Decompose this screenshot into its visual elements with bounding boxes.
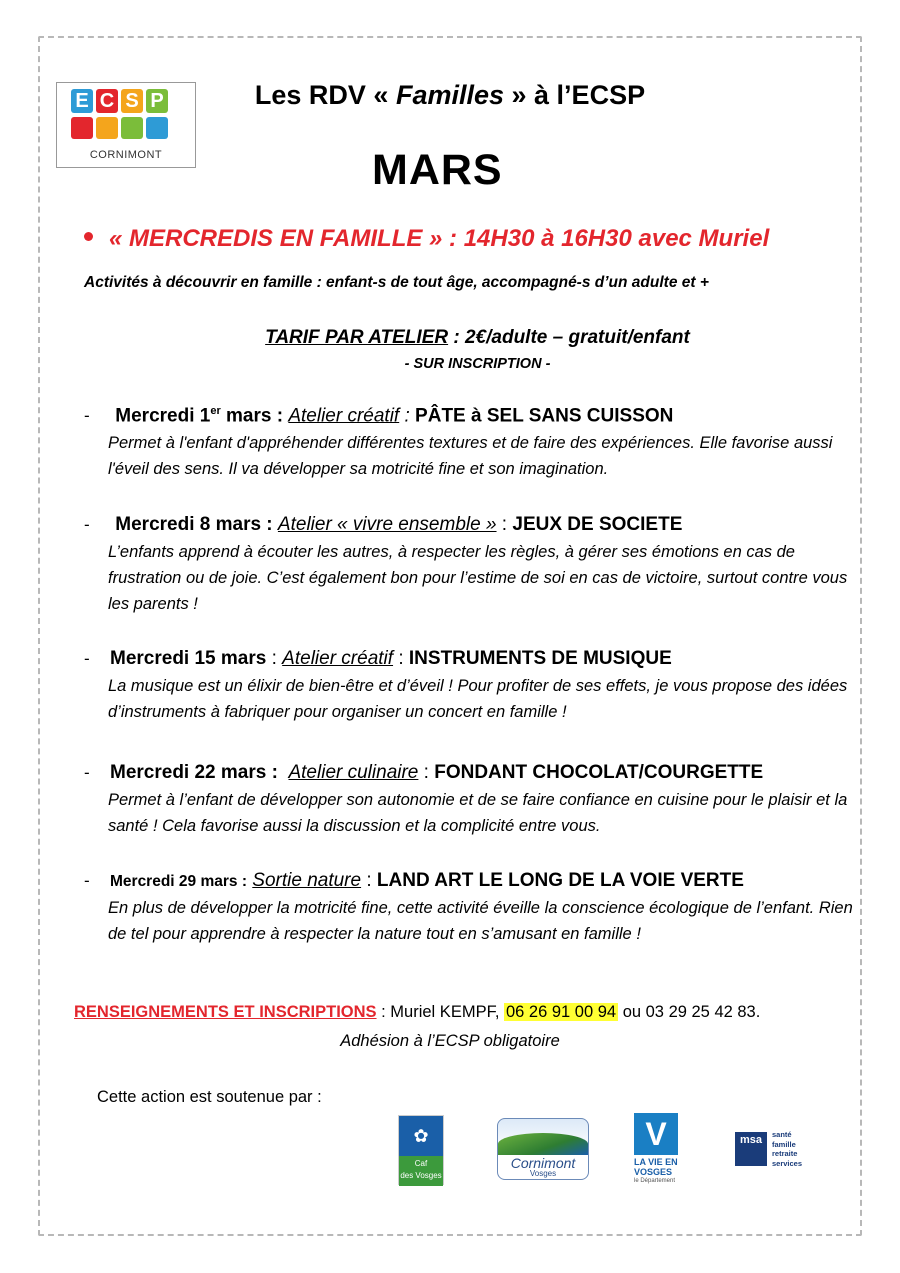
activity-name: FONDANT CHOCOLAT/COURGETTE [434, 762, 764, 783]
list-item: - Mercredi 15 mars : Atelier créatif : INSTRUMENTS DE MUSIQUE La musique est un élixir de bien-être et d’éveil ! Pour profiter de ses effets, je vous propose des idées d’instruments à fabriquer pour organiser un concert en famille ! [84, 648, 854, 725]
activity-description: L’enfants apprend à écouter les autres, à respecter les règles, à gérer ses émotions en cas de frustration ou de joie. C’est également bon pour l’estime de soi en cas de victoire, surtout contre vous les parents ! [108, 543, 848, 613]
logo-letter: C [96, 89, 118, 113]
caf-logo: ✿ Caf des Vosges [398, 1115, 444, 1185]
headline: « MERCREDIS EN FAMILLE » : 14H30 à 16H30 avec Muriel [84, 225, 769, 253]
activity-kind: Atelier créatif [282, 648, 394, 669]
inscription-note: - SUR INSCRIPTION - [404, 356, 551, 372]
logo-letter: P [146, 89, 168, 113]
contact-line: RENSEIGNEMENTS ET INSCRIPTIONS : Muriel KEMPF, 06 26 91 00 94 ou 03 29 25 42 83. [74, 1003, 761, 1021]
activity-name: LAND ART LE LONG DE LA VOIE VERTE [376, 870, 744, 891]
activity-kind: Atelier culinaire [288, 762, 419, 783]
intro-text: Activités à découvrir en famille : enfant-s de tout âge, accompagné-s d’un adulte et + [84, 274, 709, 291]
activity-description: Permet à l'enfant d'appréhender différentes textures et de faire des expériences. Elle favorise aussi l'éveil des sens. Il va développer sa motricité fine et son imagination. [108, 434, 833, 479]
activity-name: PÂTE à SEL SANS CUISSON [415, 405, 674, 427]
activity-description: La musique est un élixir de bien-être et d’éveil ! Pour profiter de ses effets, je vous propose des idées d’instruments à fabriquer pour organiser un concert en famille ! [108, 677, 848, 721]
puzzle-piece-icon [71, 117, 93, 139]
month-title: MARS [372, 146, 503, 194]
support-text: Cette action est soutenue par : [97, 1088, 322, 1106]
activity-kind: Atelier créatif [288, 405, 400, 427]
list-item: - Mercredi 22 mars : Atelier culinaire : FONDANT CHOCOLAT/COURGETTE Permet à l’enfant de développer son autonomie et de se faire confiance en cuisine pour le plaisir et la santé ! Cela favorise aussi la discussion et la complicité entre vous. [84, 762, 854, 839]
cornimont-logo: Cornimont Vosges [497, 1118, 589, 1180]
activity-kind: Sortie nature [252, 870, 362, 891]
logo-town: CORNIMONT [89, 149, 163, 161]
puzzle-piece-icon [96, 117, 118, 139]
phone-highlight: 06 26 91 00 94 [506, 1003, 617, 1021]
logo-letter: E [71, 89, 93, 113]
list-item: - Mercredi 8 mars : Atelier « vivre ensemble » : JEUX DE SOCIETE L’enfants apprend à écouter les autres, à respecter les règles, à gérer ses émotions en cas de frustration ou de joie. C’est également bon pour l’estime de soi en cas de victoire, surtout contre vous les parents ! [84, 514, 854, 617]
activity-name: INSTRUMENTS DE MUSIQUE [408, 648, 672, 669]
page-title: Les RDV « Familles » à l’ECSP [254, 80, 646, 110]
msa-logo: msa santé famille retraite services [735, 1130, 811, 1170]
adhesion-note: Adhésion à l’ECSP obligatoire [340, 1032, 560, 1050]
puzzle-piece-icon [146, 117, 168, 139]
page-border [38, 36, 862, 1236]
activity-description: En plus de développer la motricité fine, cette activité éveille la conscience écologique de l’enfant. Rien de tel pour apprendre à respecter la nature tout en s’amusant en famille ! [108, 899, 853, 943]
bullet-icon [84, 232, 93, 241]
list-item: - Mercredi 29 mars : Sortie nature : LAND ART LE LONG DE LA VOIE VERTE En plus de développer la motricité fine, cette activité éveille la conscience écologique de l’enfant. Rien de tel pour apprendre à respecter la nature tout en s’amusant en famille ! [84, 870, 854, 947]
activity-description: Permet à l’enfant de développer son autonomie et de se faire confiance en cuisine pour le plaisir et la santé ! Cela favorise aussi la discussion et la complicité entre vous. [108, 791, 848, 835]
activity-name: JEUX DE SOCIETE [512, 514, 683, 535]
logo-letter: S [121, 89, 143, 113]
tarif: TARIF PAR ATELIER : 2€/adulte – gratuit/enfant [265, 327, 690, 348]
puzzle-piece-icon [121, 117, 143, 139]
vosges-logo: V LA VIE EN VOSGES le Département [634, 1113, 678, 1185]
list-item: - Mercredi 1er mars : Atelier créatif : PÂTE à SEL SANS CUISSON Permet à l'enfant d'appréhender différentes textures et de faire des expériences. Elle favorise aussi l'éveil des sens. Il va développer sa motricité fine et son imagination. [84, 405, 854, 482]
activity-kind: Atelier « vivre ensemble » [277, 514, 497, 535]
